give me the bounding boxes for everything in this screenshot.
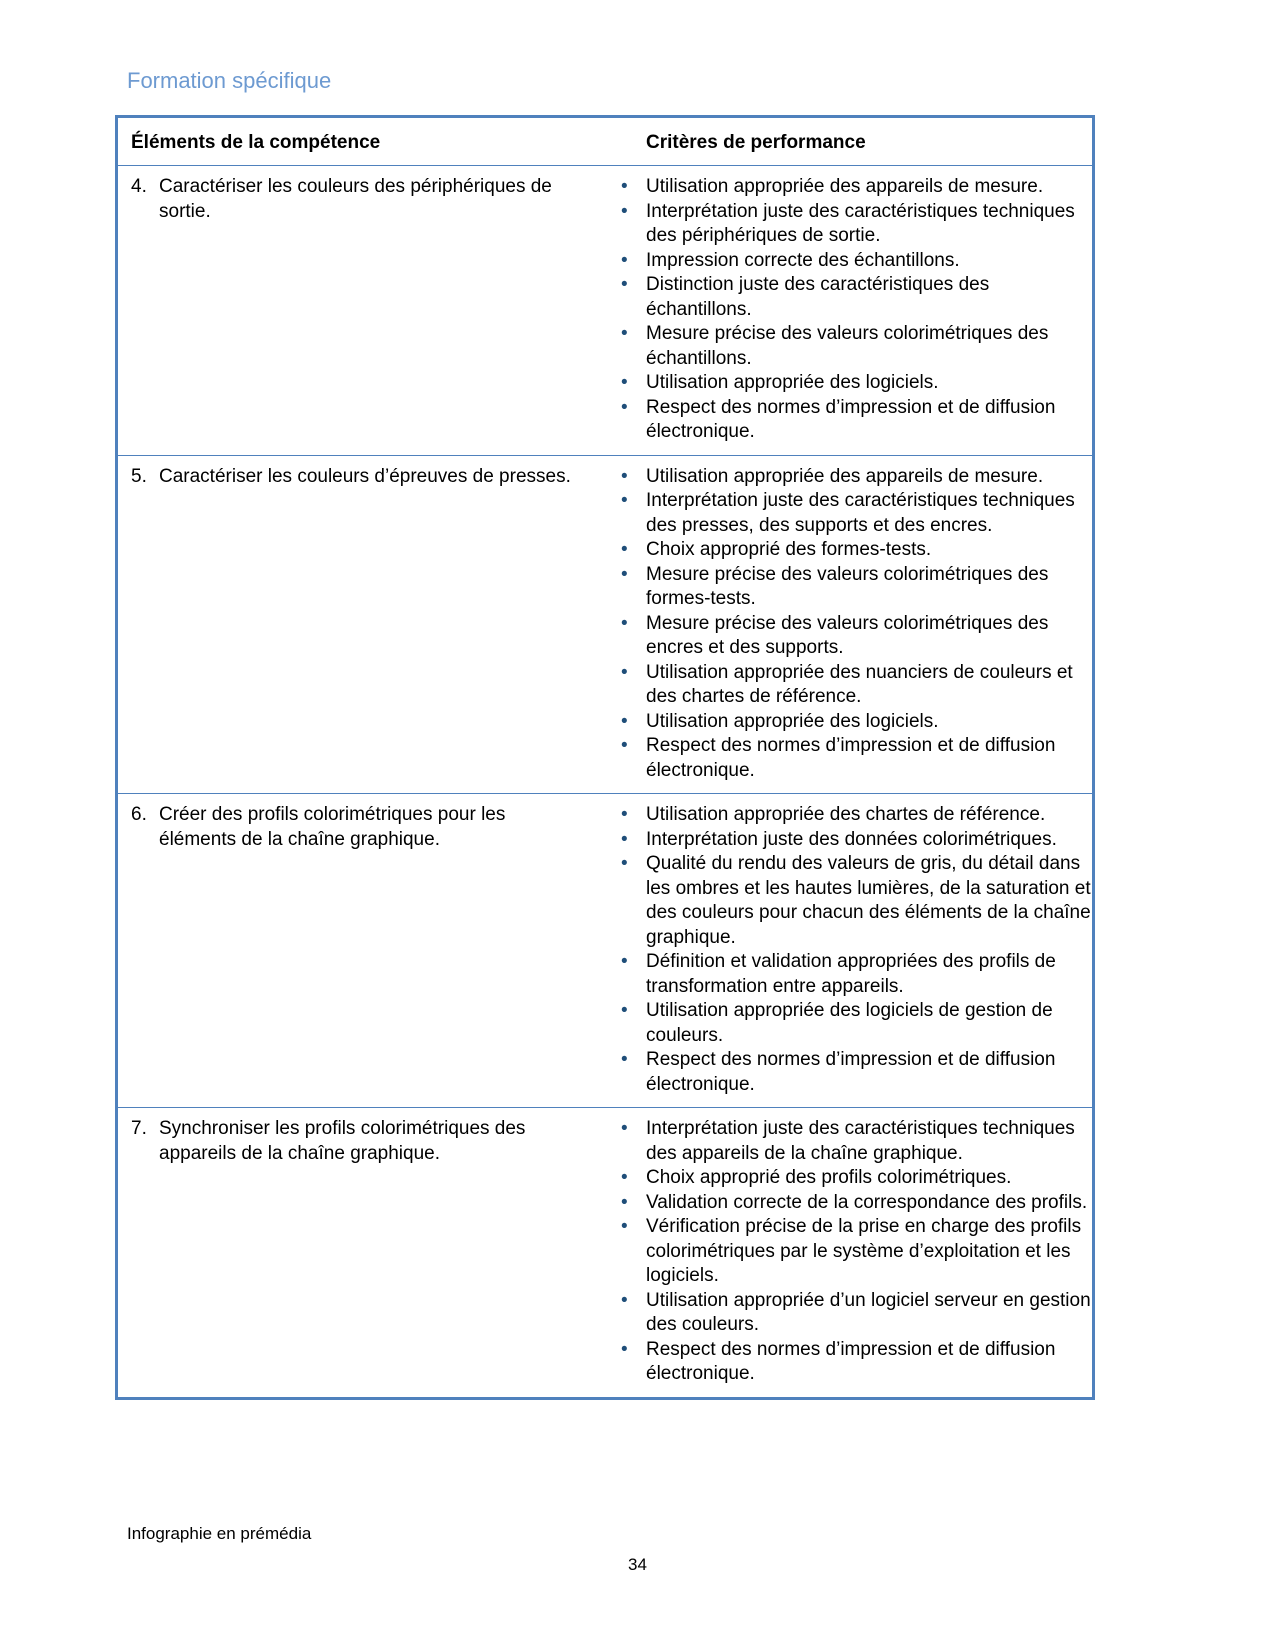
- table-row: [118, 456, 1092, 795]
- criteria-cell: [604, 166, 1092, 455]
- table-header-row: [118, 118, 1092, 166]
- criteria-cell: [604, 1108, 1092, 1397]
- element-cell: [118, 794, 604, 1107]
- criterion-text: Définition et validation appropriées des profils de transformation entre appareils.: [646, 951, 1056, 997]
- criterion-text: Mesure précise des valeurs colorimétriques des formes-tests.: [646, 563, 1049, 609]
- criterion-item: [604, 1117, 1092, 1166]
- element-text: Synchroniser les profils colorimétriques des appareils de la chaîne graphique.: [159, 1118, 526, 1164]
- criterion-item: [604, 612, 1092, 661]
- criterion-text: Utilisation appropriée des appareils de mesure.: [646, 176, 1044, 197]
- bullet-icon: •: [621, 465, 628, 487]
- bullet-icon: •: [621, 323, 628, 344]
- criterion-item: [604, 175, 1092, 200]
- criterion-item: [604, 1191, 1092, 1216]
- criterion-text: Utilisation appropriée des logiciels.: [646, 372, 939, 393]
- criterion-text: Mesure précise des valeurs colorimétriques des échantillons.: [646, 323, 1049, 369]
- table-row: [118, 1108, 1092, 1397]
- criterion-text: Validation correcte de la correspondance des profils.: [646, 1191, 1088, 1213]
- criterion-item: [604, 803, 1092, 828]
- criterion-text: Qualité du rendu des valeurs de gris, du détail dans les ombres et les hautes lumières, de la saturation et des couleurs pour chacun des éléments de la chaîne graphique.: [646, 853, 1091, 948]
- bullet-icon: •: [621, 1338, 628, 1360]
- criterion-text: Choix approprié des profils colorimétriques.: [646, 1167, 1012, 1188]
- bullet-icon: •: [621, 539, 628, 560]
- criterion-text: Utilisation appropriée d’un logiciel serveur en gestion des couleurs.: [646, 1289, 1091, 1335]
- criterion-text: Respect des normes d’impression et de diffusion électronique.: [646, 396, 1056, 442]
- bullet-icon: •: [621, 396, 628, 418]
- bullet-icon: •: [621, 1000, 628, 1021]
- element-text: Créer des profils colorimétriques pour les éléments de la chaîne graphique.: [159, 804, 506, 850]
- criterion-item: [604, 371, 1092, 396]
- element-cell: [118, 1108, 604, 1397]
- element-cell: [118, 456, 604, 794]
- bullet-icon: •: [621, 176, 628, 197]
- bullet-icon: •: [621, 735, 628, 756]
- footer-program-name: Infographie en prémédia: [127, 1524, 312, 1543]
- criterion-item: [604, 249, 1092, 274]
- bullet-icon: •: [621, 853, 628, 874]
- criterion-item: [604, 1338, 1092, 1387]
- criterion-text: Interprétation juste des caractéristiques techniques des presses, des supports et des encres.: [646, 490, 1075, 536]
- criterion-item: [604, 852, 1092, 950]
- criterion-item: [604, 563, 1092, 612]
- criterion-item: [604, 950, 1092, 999]
- page-number: 34: [628, 1555, 647, 1574]
- table-row: [118, 794, 1092, 1108]
- section-title: Formation spécifique: [127, 68, 332, 93]
- criterion-item: [604, 489, 1092, 538]
- bullet-icon: •: [621, 1049, 628, 1070]
- criterion-text: Choix approprié des formes-tests.: [646, 539, 932, 560]
- bullet-icon: •: [621, 274, 628, 295]
- criteria-cell: [604, 794, 1092, 1107]
- criterion-item: [604, 465, 1092, 490]
- bullet-icon: •: [621, 828, 628, 850]
- bullet-icon: •: [621, 1118, 628, 1139]
- element-text: Caractériser les couleurs d’épreuves de presses.: [159, 465, 571, 487]
- column-header-criteres: Critères de performance: [646, 132, 866, 153]
- table-body: [118, 166, 1092, 1397]
- criterion-text: Vérification précise de la prise en charge des profils colorimétriques par le système d’exploitation et les logiciels.: [646, 1216, 1082, 1286]
- element-number: 7.: [131, 1118, 147, 1139]
- criterion-item: [604, 828, 1092, 853]
- criterion-text: Mesure précise des valeurs colorimétriques des encres et des supports.: [646, 612, 1049, 658]
- bullet-icon: •: [621, 490, 628, 511]
- bullet-icon: •: [621, 1191, 628, 1213]
- criterion-text: Respect des normes d’impression et de diffusion électronique.: [646, 735, 1056, 781]
- criterion-text: Respect des normes d’impression et de diffusion électronique.: [646, 1049, 1056, 1095]
- bullet-icon: •: [621, 804, 628, 825]
- criterion-item: [604, 1215, 1092, 1289]
- bullet-icon: •: [621, 612, 628, 634]
- criterion-text: Respect des normes d’impression et de diffusion électronique.: [646, 1338, 1056, 1384]
- element-text: Caractériser les couleurs des périphériques de sortie.: [159, 176, 552, 222]
- criterion-item: [604, 661, 1092, 710]
- criterion-item: [604, 999, 1092, 1048]
- criterion-text: Interprétation juste des données colorimétriques.: [646, 828, 1057, 850]
- element-number: 6.: [131, 804, 147, 825]
- competence-table: [115, 115, 1095, 1400]
- criterion-text: Utilisation appropriée des appareils de mesure.: [646, 465, 1044, 487]
- criterion-text: Utilisation appropriée des chartes de référence.: [646, 804, 1046, 825]
- criterion-text: Distinction juste des caractéristiques des échantillons.: [646, 274, 990, 320]
- criterion-item: [604, 710, 1092, 735]
- criterion-text: Interprétation juste des caractéristiques techniques des périphériques de sortie.: [646, 200, 1075, 246]
- element-number: 4.: [131, 176, 147, 197]
- element-number: 5.: [131, 465, 147, 487]
- criterion-text: Utilisation appropriée des logiciels.: [646, 710, 939, 732]
- bullet-icon: •: [621, 1289, 628, 1311]
- criterion-item: [604, 1289, 1092, 1338]
- bullet-icon: •: [621, 249, 628, 271]
- criterion-text: Utilisation appropriée des logiciels de gestion de couleurs.: [646, 1000, 1053, 1046]
- bullet-icon: •: [621, 710, 628, 732]
- bullet-icon: •: [621, 200, 628, 222]
- criterion-item: [604, 538, 1092, 563]
- criterion-text: Interprétation juste des caractéristiques techniques des appareils de la chaîne graphique.: [646, 1118, 1075, 1164]
- criterion-item: [604, 273, 1092, 322]
- element-cell: [118, 166, 604, 455]
- table-row: [118, 166, 1092, 456]
- criterion-item: [604, 734, 1092, 783]
- criterion-item: [604, 200, 1092, 249]
- bullet-icon: •: [621, 1167, 628, 1188]
- bullet-icon: •: [621, 372, 628, 393]
- bullet-icon: •: [621, 951, 628, 972]
- criterion-text: Impression correcte des échantillons.: [646, 249, 960, 271]
- criterion-text: Utilisation appropriée des nuanciers de couleurs et des chartes de référence.: [646, 661, 1073, 707]
- bullet-icon: •: [621, 1216, 628, 1237]
- bullet-icon: •: [621, 661, 628, 683]
- criterion-item: [604, 396, 1092, 445]
- column-header-elements: Éléments de la compétence: [131, 132, 381, 153]
- criterion-item: [604, 322, 1092, 371]
- bullet-icon: •: [621, 563, 628, 585]
- criteria-cell: [604, 456, 1092, 794]
- criterion-item: [604, 1048, 1092, 1097]
- criterion-item: [604, 1166, 1092, 1191]
